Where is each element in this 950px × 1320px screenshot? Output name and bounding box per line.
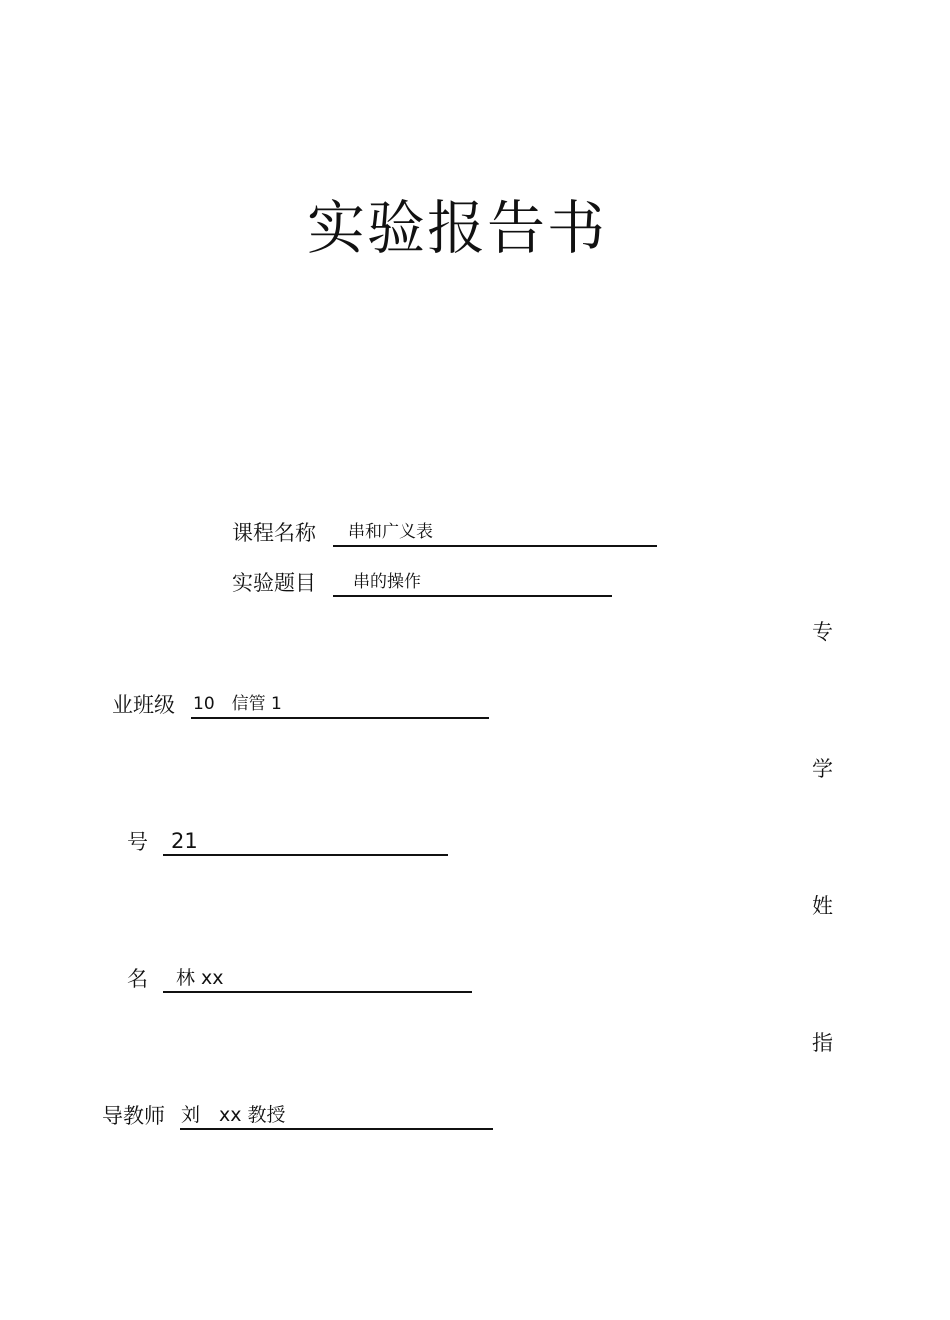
page-title: 实验报告书 bbox=[306, 194, 607, 262]
name-value: 林 xx bbox=[176, 967, 224, 989]
topic-value: 串的操作 bbox=[353, 572, 421, 592]
topic-label: 实验题目 bbox=[232, 571, 316, 595]
side-char-surname: 姓 bbox=[812, 894, 833, 918]
student-id-label: 号 bbox=[127, 830, 148, 854]
course-label: 课程名称 bbox=[232, 521, 316, 545]
advisor-value: 刘 xx 教授 bbox=[181, 1104, 286, 1126]
side-char-study: 学 bbox=[812, 757, 833, 781]
advisor-field[interactable] bbox=[180, 1102, 493, 1130]
course-field[interactable] bbox=[333, 519, 657, 547]
course-value: 串和广义表 bbox=[348, 522, 433, 542]
student-id-field[interactable] bbox=[163, 828, 448, 856]
topic-field[interactable] bbox=[333, 569, 612, 597]
class-label: 业班级 bbox=[112, 693, 175, 717]
side-char-major: 专 bbox=[812, 620, 833, 644]
name-label: 名 bbox=[127, 967, 148, 991]
student-id-value: 21 bbox=[171, 829, 198, 853]
side-char-guide: 指 bbox=[812, 1031, 833, 1055]
class-value: 10 信管 1 bbox=[193, 694, 282, 714]
advisor-label: 导教师 bbox=[102, 1104, 165, 1128]
name-field[interactable] bbox=[163, 965, 472, 993]
class-field[interactable] bbox=[191, 691, 489, 719]
